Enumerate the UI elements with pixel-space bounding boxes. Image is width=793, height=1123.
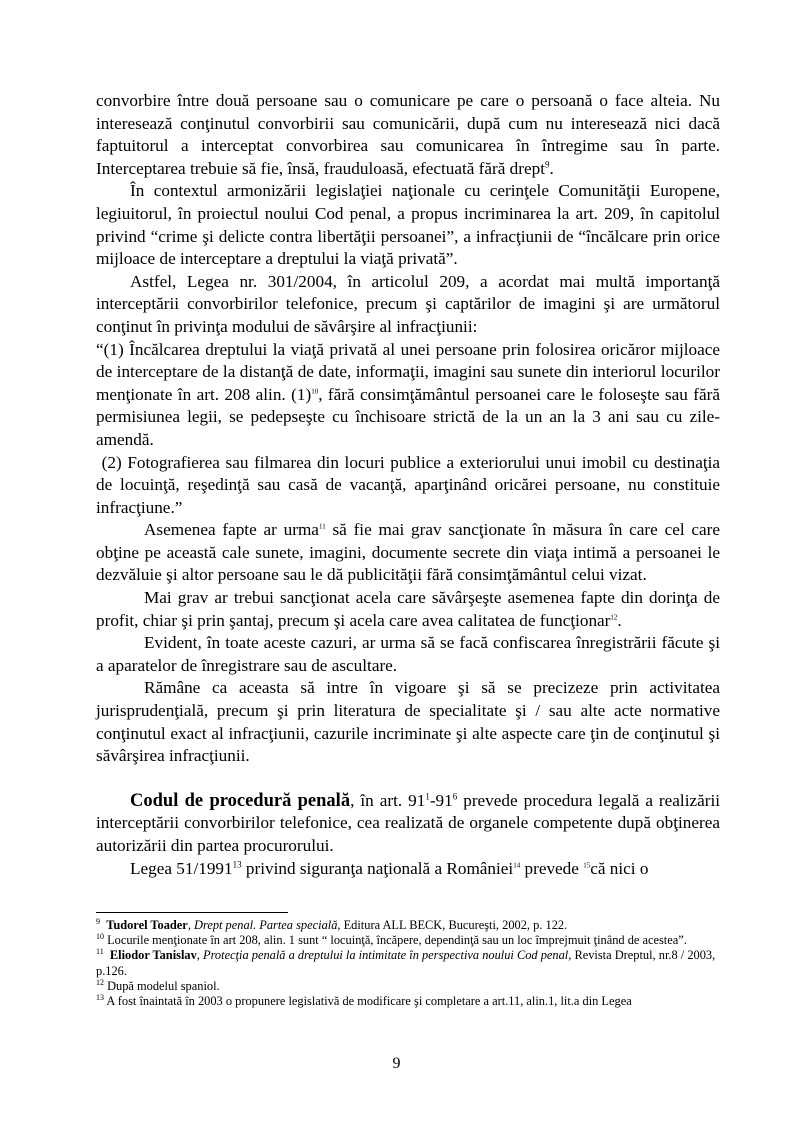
paragraph-context: În contextul armonizării legislaţiei naţionale cu cerinţele Comunităţii Europene, legiuitorul, în proiectul noului Cod penal, a propus incriminarea la art. 209, în capitolul privind “crime şi delicte contra libertăţii persoanei”, a infracţiunii de “încălcare prin orice mijloace de interceptare a dreptului la viaţă privată”. (96, 181, 720, 269)
paragraph-procedure-code: Codul de procedură penală, în art. $91^1-91^6$ prevede procedura legală a realizării interceptării convorbirilor telefonice, cea realizată de organele competente după obţinerea autorizării din partea procurorului. (96, 790, 720, 855)
footnotes-section (96, 918, 720, 1009)
page-number: 9 (392, 1055, 401, 1072)
footnote-ref-10[interactable]: 10 (311, 386, 319, 395)
paragraph-intro: convorbire între două persoane sau o comunicare pe care o persoană o face alteia. Nu interesează conţinutul convorbirii sau comunicării, după cum nu interesează nici dacă faptuitorul a interceptat convorbirea sau comunicarea în întregime sau în parte. Interceptarea trebuie să fie, însă, frauduloasă, efectuată fără drept$^9$. (96, 91, 720, 178)
quote-article-209-2: (2) Fotografierea sau filmarea din locuri publice a exteriorului unui imobil cu destinaţia de locuinţă, reşedinţă sau casă de vacanţă, aparţinând oricărei persoane, nu constituie infracţiune.” (96, 452, 720, 517)
paragraph-sanctions: Asemenea fapte ar urma$^{11}$ să fie mai grav sancţionate în măsura în care cel care obţine pe această cale sunete, imagini, documente secrete din viaţa intimă a persoanei le dezvăluie şi altor persoane sau le dă publicităţii fără consimţământul celui vizat. (96, 520, 720, 585)
document-body (96, 90, 720, 880)
footnote-11: $^{11}$ Eliodor Tanislav, Protecţia penală a dreptului la intimitate în perspectiva noului Cod penal, Revista Dreptul, nr.8 / 2003, p.126. (96, 947, 716, 978)
footnote-separator (96, 912, 288, 913)
quote-article-209-1: “(1) Încălcarea dreptului la viaţă privată al unei persoane prin folosirea oricăror mijloace de interceptare de la distanţă de date, informaţii, imagini sau sunete din interiorul locurilor menţionate în art. 208 alin. $(1)^{10}$, fără consimţământul persoanei care le foloseşte sau fără permisiunea legii, se pedepseşte cu închisoare strictă de la un an la 3 ani sau cu zile-amendă. (96, 339, 720, 449)
footnote-ref-13[interactable]: 13 (232, 858, 242, 869)
paragraph-law-301: Astfel, Legea nr. 301/2004, în articolul 209, a acordat mai multă importanţă interceptării convorbirilor telefonice, precum şi captărilor de imagini şi are următorul conţinut în privinţa modului de săvârşire al infracţiunii: (96, 271, 720, 336)
paragraph-confiscation: Evident, în toate aceste cazuri, ar urma să se facă confiscarea înregistrării făcute şi a aparatelor de înregistrare sau de ascultare. (96, 633, 720, 675)
footnote-9: $^9$ Tudorel Toader, Drept penal. Partea specială, Editura ALL BECK, Bucureşti, 2002, p. 122. (96, 916, 568, 932)
footnote-ref-11[interactable]: 11 (318, 522, 326, 531)
footnote-ref-15[interactable]: 15 (583, 860, 591, 869)
paragraph-spacer (96, 768, 720, 790)
paragraph-profit: Mai grav ar trebui sancţionat acela care săvârşeşte asemenea fapte din dorinţa de profit, chiar şi prin şantaj, precum şi acela care avea calitatea de funcţionar$^{12}$. (96, 588, 720, 630)
paragraph-jurisprudence: Rămâne ca aceasta să intre în vigoare şi să se precizeze prin activitatea jurisprudenţială, precum şi prin literatura de specialitate şi / sau alte acte normative conţinutul exact al infracţiunii, cazurile incriminate şi alte aspecte care ţin de conţinutul şi săvârşirea infracţiunii. (96, 678, 720, 766)
footnote-13: $^{13}$ A fost înaintată în 2003 o propunere legislativă de modificare şi completare a art.11, alin.1, lit.a din Legea (96, 992, 632, 1009)
footnote-ref-9[interactable]: 9 (545, 159, 550, 170)
procedure-code-heading: Codul de procedură penală (130, 790, 351, 811)
footnote-ref-14[interactable]: 14 (513, 860, 521, 869)
paragraph-law-51-1991: Legea 51/1991$^{13}$ privind siguranţa naţională a României$^{14}$ prevede $^{15}$că nici o (130, 858, 649, 878)
footnote-10: $^{10}$ Locurile menţionate în art 208, alin. 1 sunt “ locuinţă, încăpere, dependinţă sau un loc împrejmuit ţinând de acestea”. (96, 932, 687, 948)
footnote-ref-12[interactable]: 12 (610, 612, 618, 621)
footnote-12: $^{12}$ După modelul spaniol. (96, 977, 220, 993)
